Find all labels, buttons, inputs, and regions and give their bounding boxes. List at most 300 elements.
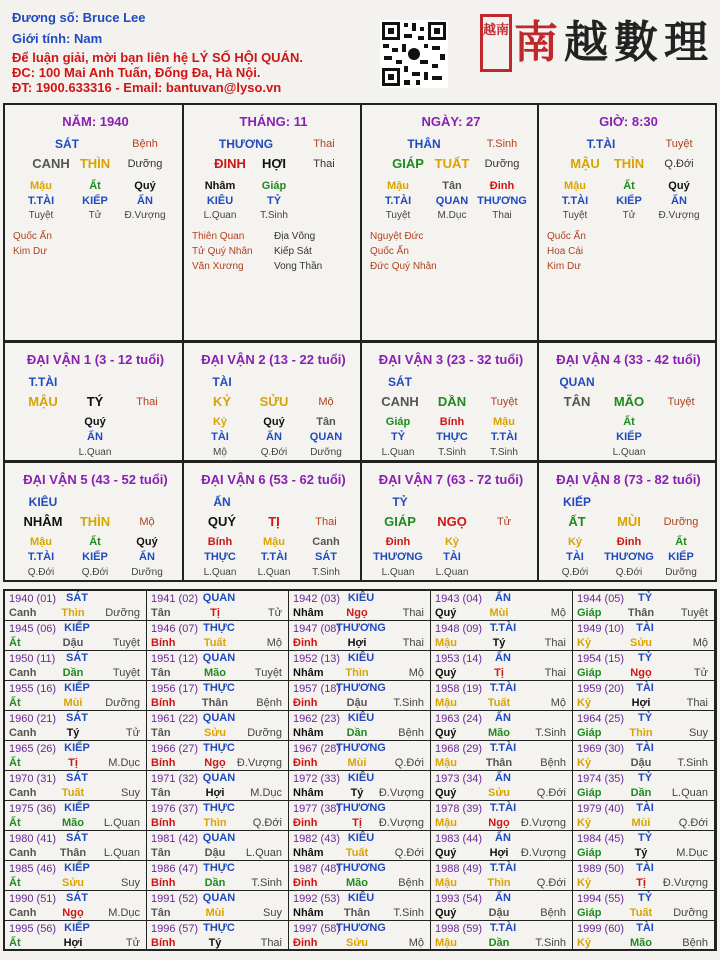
year-stem: Tân: [151, 607, 171, 619]
year-cell[interactable]: [573, 771, 715, 801]
pillar-title: NGÀY: 27: [421, 114, 481, 129]
year-god: ẤN: [495, 892, 511, 904]
year-cell[interactable]: [573, 681, 715, 711]
year-stage: M.Dục: [108, 907, 140, 919]
hidden-god: ẤN: [266, 431, 282, 443]
hidden-stem: Ất: [623, 180, 635, 192]
year-cell[interactable]: [289, 651, 431, 681]
year-stem: Kỷ: [577, 877, 592, 889]
year-stem: Canh: [9, 667, 37, 679]
hidden-stem: Quý: [668, 180, 690, 192]
hidden-stem: Bính: [207, 536, 233, 548]
year-stem: Kỷ: [577, 937, 592, 949]
hidden-stem: Kỷ: [567, 536, 583, 548]
year-god: ẤN: [495, 712, 511, 724]
year-cell[interactable]: [573, 861, 715, 891]
year-branch: Mão: [488, 727, 510, 739]
dai-van-cell-5[interactable]: [3, 461, 185, 582]
year-stem: Kỷ: [577, 757, 592, 769]
year-god: THƯƠNG: [336, 862, 386, 874]
year-cell[interactable]: [147, 741, 289, 771]
year-cell[interactable]: [431, 711, 573, 741]
year-cell[interactable]: [431, 861, 573, 891]
hidden-stem: Mậu: [493, 416, 515, 428]
year-cell[interactable]: [147, 681, 289, 711]
year-label: 1963 (24): [435, 713, 483, 725]
year-stage: Thai: [544, 667, 566, 679]
pillar-stage2: Dưỡng: [484, 158, 520, 170]
year-cell[interactable]: [431, 621, 573, 651]
year-cell[interactable]: [5, 711, 147, 741]
year-branch: Tý: [66, 727, 80, 739]
year-cell[interactable]: [289, 591, 431, 621]
year-stage: Mộ: [408, 667, 424, 679]
dai-van-cell-6[interactable]: [182, 461, 362, 582]
year-stage: Q.Đới: [536, 877, 566, 889]
year-branch: Thân: [59, 847, 87, 859]
year-label: 1949 (10): [577, 623, 625, 635]
year-label: 1965 (26): [9, 743, 57, 755]
year-god: T.TÀI: [489, 682, 517, 694]
dai-van-god: QUAN: [559, 375, 595, 389]
year-branch: Sửu: [203, 727, 227, 739]
year-god: THỰC: [203, 682, 235, 694]
year-cell[interactable]: [573, 921, 715, 951]
year-stem: Giáp: [577, 667, 602, 679]
year-branch: Thân: [627, 607, 655, 619]
year-cell[interactable]: [147, 591, 289, 621]
year-branch: Thìn: [61, 607, 85, 619]
year-label: 1962 (23): [293, 713, 341, 725]
year-stem: Bính: [151, 817, 176, 829]
year-stem: Canh: [9, 607, 37, 619]
hidden-stem: Kỷ: [212, 416, 228, 428]
year-label: 1990 (51): [9, 893, 57, 905]
hidden-stage: L.Quan: [78, 447, 112, 458]
hidden-stem: Mậu: [30, 536, 52, 548]
year-cell[interactable]: [289, 831, 431, 861]
year-stem: Tân: [151, 727, 171, 739]
year-branch: Dần: [488, 937, 510, 949]
year-cell[interactable]: [573, 651, 715, 681]
year-god: THƯƠNG: [336, 802, 386, 814]
star: Quốc Ấn: [547, 231, 586, 242]
dai-van-stage: Tuyệt: [667, 396, 695, 408]
year-branch: Dần: [62, 667, 84, 679]
year-branch: Mùi: [63, 697, 83, 709]
hidden-stage: Q.Đới: [561, 567, 589, 578]
year-cell[interactable]: [289, 891, 431, 921]
year-label: 1953 (14): [435, 653, 483, 665]
pillar-stage2: Q.Đới: [664, 158, 694, 170]
hidden-stem: Mậu: [30, 180, 52, 192]
pillar-stage2: Dưỡng: [127, 158, 163, 170]
hidden-god: KIẾP: [668, 551, 694, 563]
year-god: T.TÀI: [489, 802, 517, 814]
year-cell[interactable]: [573, 891, 715, 921]
year-stem: Canh: [9, 907, 37, 919]
seal-stamp: [480, 14, 512, 72]
year-label: 1955 (16): [9, 683, 57, 695]
year-cell[interactable]: [573, 621, 715, 651]
dai-van-can: QUÝ: [207, 514, 237, 529]
year-cell[interactable]: [5, 861, 147, 891]
year-stem: Tân: [151, 667, 171, 679]
year-branch: Ngọ: [204, 757, 226, 769]
dai-van-cell-8[interactable]: [537, 461, 717, 582]
hidden-stem: Ất: [623, 416, 635, 428]
year-stage: Bệnh: [540, 907, 566, 919]
year-cell[interactable]: [5, 771, 147, 801]
year-cell[interactable]: [147, 711, 289, 741]
star: Văn Xương: [192, 261, 244, 272]
star: Tử Quý Nhân: [192, 246, 253, 257]
year-cell[interactable]: [5, 741, 147, 771]
year-stage: Mộ: [550, 607, 566, 619]
year-god: SÁT: [66, 892, 88, 904]
year-branch: Ngọ: [62, 907, 84, 919]
year-god: T.TÀI: [489, 622, 517, 634]
year-cell[interactable]: [573, 711, 715, 741]
year-cell[interactable]: [147, 801, 289, 831]
year-stage: Tuyệt: [680, 607, 708, 619]
year-label: 1954 (15): [577, 653, 625, 665]
year-stage: T.Sinh: [393, 697, 424, 709]
year-cell[interactable]: [431, 651, 573, 681]
year-branch: Dậu: [62, 637, 84, 649]
hidden-god: TỶ: [390, 431, 406, 443]
year-god: T.TÀI: [489, 922, 517, 934]
year-branch: Hợi: [631, 697, 651, 709]
year-cell[interactable]: [431, 591, 573, 621]
pillar-stage: Thai: [313, 138, 335, 150]
year-label: 1943 (04): [435, 593, 483, 605]
year-god: THƯƠNG: [336, 922, 386, 934]
dai-van-cell-1[interactable]: [3, 341, 185, 462]
pillar-chi: HỢI: [261, 156, 287, 171]
year-stem: Canh: [9, 787, 37, 799]
year-cell[interactable]: [431, 681, 573, 711]
year-branch: Sửu: [629, 637, 653, 649]
year-stem: Đinh: [293, 877, 318, 889]
year-god: ẤN: [495, 592, 511, 604]
year-stage: Dưỡng: [247, 727, 282, 739]
year-god: KIẾP: [64, 802, 90, 814]
year-cell[interactable]: [573, 741, 715, 771]
dai-van-chi: SỬU: [259, 394, 289, 409]
year-stage: Q.Đới: [678, 817, 708, 829]
year-label: 1984 (45): [577, 833, 625, 845]
year-god: THỰC: [203, 862, 235, 874]
year-god: TÀI: [636, 742, 654, 754]
year-cell[interactable]: [289, 921, 431, 951]
year-label: 1979 (40): [577, 803, 625, 815]
year-stem: Bính: [151, 697, 176, 709]
year-branch: Thìn: [203, 817, 227, 829]
year-stem: Tân: [151, 847, 171, 859]
year-stage: Suy: [263, 907, 282, 919]
hidden-stage: Dưỡng: [665, 567, 697, 578]
year-stem: Bính: [151, 877, 176, 889]
year-cell[interactable]: [289, 771, 431, 801]
hidden-stage: L.Quan: [203, 567, 237, 578]
pillar-stage: Tuyệt: [665, 138, 693, 150]
year-label: 1982 (43): [293, 833, 341, 845]
year-label: 1999 (60): [577, 923, 625, 935]
dai-van-god: KIÊU: [28, 495, 58, 509]
dai-van-cell-2[interactable]: [182, 341, 362, 462]
hidden-god: T.TÀI: [27, 195, 55, 207]
dai-van-chi: THÌN: [79, 514, 111, 529]
year-cell[interactable]: [431, 921, 573, 951]
year-branch: Mão: [62, 817, 84, 829]
year-label: 1966 (27): [151, 743, 199, 755]
year-cell[interactable]: [289, 741, 431, 771]
hidden-god: QUAN: [309, 431, 343, 443]
year-god: KIẾP: [64, 922, 90, 934]
year-label: 1941 (02): [151, 593, 199, 605]
year-cell[interactable]: [289, 711, 431, 741]
year-stem: Tân: [151, 907, 171, 919]
year-branch: Tuất: [203, 637, 227, 649]
hidden-stage: Đ.Vượng: [124, 210, 166, 221]
year-label: 1964 (25): [577, 713, 625, 725]
year-label: 1995 (56): [9, 923, 57, 935]
year-stem: Quý: [435, 667, 457, 679]
year-cell[interactable]: [431, 741, 573, 771]
star: Hoa Cái: [547, 246, 584, 257]
hidden-god: ẤN: [137, 195, 153, 207]
year-stem: Ất: [9, 877, 21, 889]
year-stage: L.Quan: [103, 817, 140, 829]
year-cell[interactable]: [5, 921, 147, 951]
pillar-stage2: Thai: [313, 158, 335, 170]
hidden-stage: M.Dục: [437, 210, 467, 221]
year-stem: Giáp: [577, 907, 602, 919]
dai-van-cell-4[interactable]: [537, 341, 717, 462]
year-cell[interactable]: [147, 861, 289, 891]
year-label: 1947 (08): [293, 623, 341, 635]
year-god: TỶ: [637, 592, 653, 604]
dai-van-stage: Thai: [136, 396, 158, 408]
year-god: T.TÀI: [489, 742, 517, 754]
year-label: 1944 (05): [577, 593, 625, 605]
year-label: 1985 (46): [9, 863, 57, 875]
year-label: 1967 (28): [293, 743, 341, 755]
year-stem: Giáp: [577, 847, 602, 859]
hidden-stage: Tuyệt: [28, 210, 54, 221]
year-cell[interactable]: [5, 591, 147, 621]
year-cell[interactable]: [5, 681, 147, 711]
year-god: KIÊU: [347, 712, 375, 724]
dai-van-title: ĐẠI VẬN 7 (63 - 72 tuổi): [378, 472, 524, 487]
dai-van-stage: Dưỡng: [663, 516, 699, 528]
year-branch: Tị: [352, 817, 362, 829]
year-cell[interactable]: [289, 681, 431, 711]
year-god: SÁT: [66, 592, 88, 604]
pillar-cell-3[interactable]: [537, 103, 717, 342]
pillar-cell-2[interactable]: [360, 103, 539, 342]
dai-van-chi: DẦN: [437, 394, 467, 409]
year-branch: Tuất: [61, 787, 85, 799]
pillar-cell-1[interactable]: [182, 103, 362, 342]
hidden-god: THỰC: [436, 431, 468, 443]
pillar-chi: THÌN: [613, 156, 645, 171]
year-stem: Canh: [9, 847, 37, 859]
hidden-stage: L.Quan: [203, 210, 237, 221]
year-cell[interactable]: [5, 621, 147, 651]
year-label: 1987 (48): [293, 863, 341, 875]
year-cell[interactable]: [289, 621, 431, 651]
dai-van-god: KIẾP: [562, 495, 592, 509]
year-cell[interactable]: [289, 861, 431, 891]
hidden-god: T.TÀI: [260, 551, 288, 563]
year-label: 1956 (17): [151, 683, 199, 695]
star: Kim Dư: [13, 246, 47, 257]
year-stem: Giáp: [577, 607, 602, 619]
year-cell[interactable]: [573, 591, 715, 621]
hidden-stage: L.Quan: [612, 447, 646, 458]
star: Kim Dư: [547, 261, 581, 272]
year-stem: Nhâm: [293, 907, 324, 919]
dai-van-stage: Mộ: [318, 396, 334, 408]
year-cell[interactable]: [431, 801, 573, 831]
year-label: 1971 (32): [151, 773, 199, 785]
year-stage: Suy: [689, 727, 708, 739]
hidden-stem: Ất: [89, 536, 101, 548]
hidden-stem: Quý: [84, 416, 106, 428]
year-branch: Tuất: [629, 907, 653, 919]
year-stage: Bệnh: [540, 757, 566, 769]
year-cell[interactable]: [147, 651, 289, 681]
dai-van-title: ĐẠI VẬN 1 (3 - 12 tuổi): [26, 352, 165, 367]
hidden-stem: Mậu: [387, 180, 409, 192]
year-god: KIÊU: [347, 592, 375, 604]
hidden-god: THƯƠNG: [604, 551, 654, 563]
year-stage: M.Dục: [108, 757, 140, 769]
year-cell[interactable]: [573, 831, 715, 861]
year-cell[interactable]: [147, 771, 289, 801]
hidden-stem: Đinh: [385, 536, 411, 548]
year-stem: Mậu: [435, 697, 457, 709]
year-stage: Suy: [121, 787, 140, 799]
year-cell[interactable]: [431, 891, 573, 921]
dai-van-can: CANH: [381, 394, 419, 409]
qr-code-icon[interactable]: [380, 20, 448, 88]
hidden-stem: Mậu: [564, 180, 586, 192]
year-stage: Q.Đới: [394, 757, 424, 769]
year-cell[interactable]: [573, 801, 715, 831]
dai-van-title: ĐẠI VẬN 8 (73 - 82 tuổi): [556, 472, 701, 487]
year-stem: Kỷ: [577, 697, 592, 709]
hidden-stem: Quý: [136, 536, 158, 548]
year-god: QUAN: [202, 772, 236, 784]
year-label: 1960 (21): [9, 713, 57, 725]
hidden-stage: L.Quan: [257, 567, 291, 578]
contact-line-1: Để luận giải, mời bạn liên hệ LÝ SỐ HỘI QUÁN.: [12, 50, 303, 65]
dai-van-cell-7[interactable]: [360, 461, 539, 582]
year-cell[interactable]: [431, 831, 573, 861]
year-branch: Dần: [630, 787, 652, 799]
year-label: 1991 (52): [151, 893, 199, 905]
year-god: TÀI: [636, 922, 654, 934]
year-label: 1969 (30): [577, 743, 625, 755]
logo-first-char: 南: [514, 17, 564, 68]
year-god: KIẾP: [64, 742, 90, 754]
hidden-stem: Tân: [316, 416, 336, 428]
year-stem: Đinh: [293, 757, 318, 769]
year-cell[interactable]: [147, 921, 289, 951]
year-stem: Ất: [9, 817, 21, 829]
hidden-god: KIÊU: [206, 195, 234, 207]
year-branch: Hợi: [205, 787, 225, 799]
year-stage: Tử: [693, 667, 708, 679]
logo-text: 越數理: [564, 17, 714, 68]
dai-van-stage: Tử: [496, 516, 512, 528]
year-cell[interactable]: [147, 831, 289, 861]
year-label: 1968 (29): [435, 743, 483, 755]
hidden-stem: Tân: [442, 180, 462, 192]
year-cell[interactable]: [431, 771, 573, 801]
pillar-can: GIÁP: [392, 156, 424, 171]
year-cell[interactable]: [147, 621, 289, 651]
year-cell[interactable]: [147, 891, 289, 921]
year-stage: Tử: [125, 727, 140, 739]
pillar-cell-0[interactable]: [3, 103, 185, 342]
year-stage: Đ.Vượng: [236, 757, 282, 769]
hidden-stage: Mộ: [213, 447, 227, 458]
year-god: T.TÀI: [489, 862, 517, 874]
year-stage: Mộ: [692, 637, 708, 649]
year-cell[interactable]: [5, 651, 147, 681]
year-cell[interactable]: [289, 801, 431, 831]
year-stem: Quý: [435, 847, 457, 859]
year-god: KIẾP: [64, 622, 90, 634]
year-stage: Q.Đới: [394, 847, 424, 859]
year-label: 1992 (53): [293, 893, 341, 905]
pillar-stage: Bệnh: [132, 138, 158, 150]
dai-van-chi: TÝ: [86, 394, 104, 409]
dai-van-stage: Mộ: [139, 516, 155, 528]
year-label: 1948 (09): [435, 623, 483, 635]
year-stem: Ất: [9, 637, 21, 649]
year-stem: Giáp: [577, 727, 602, 739]
year-branch: Tý: [492, 637, 506, 649]
pillar-god: T.TÀI: [586, 137, 616, 151]
hidden-stem: Ất: [675, 536, 687, 548]
hidden-god: QUAN: [435, 195, 469, 207]
year-cell[interactable]: [5, 801, 147, 831]
pillar-can: ĐINH: [214, 156, 246, 171]
year-stage: T.Sinh: [535, 937, 566, 949]
year-god: TÀI: [636, 682, 654, 694]
year-branch: Tị: [494, 667, 504, 679]
star-2: Vong Thần: [274, 261, 323, 272]
year-cell[interactable]: [5, 891, 147, 921]
year-stage: Tử: [125, 937, 140, 949]
hidden-stem: Quý: [134, 180, 156, 192]
year-god: TỶ: [637, 712, 653, 724]
year-label: 1959 (20): [577, 683, 625, 695]
star-2: Kiếp Sát: [274, 246, 312, 257]
year-branch: Thân: [343, 907, 371, 919]
year-cell[interactable]: [5, 831, 147, 861]
year-branch: Ngọ: [346, 607, 368, 619]
hidden-god: T.TÀI: [561, 195, 589, 207]
year-god: THƯƠNG: [336, 742, 386, 754]
year-branch: Mão: [346, 877, 368, 889]
dai-van-cell-3[interactable]: [360, 341, 539, 462]
